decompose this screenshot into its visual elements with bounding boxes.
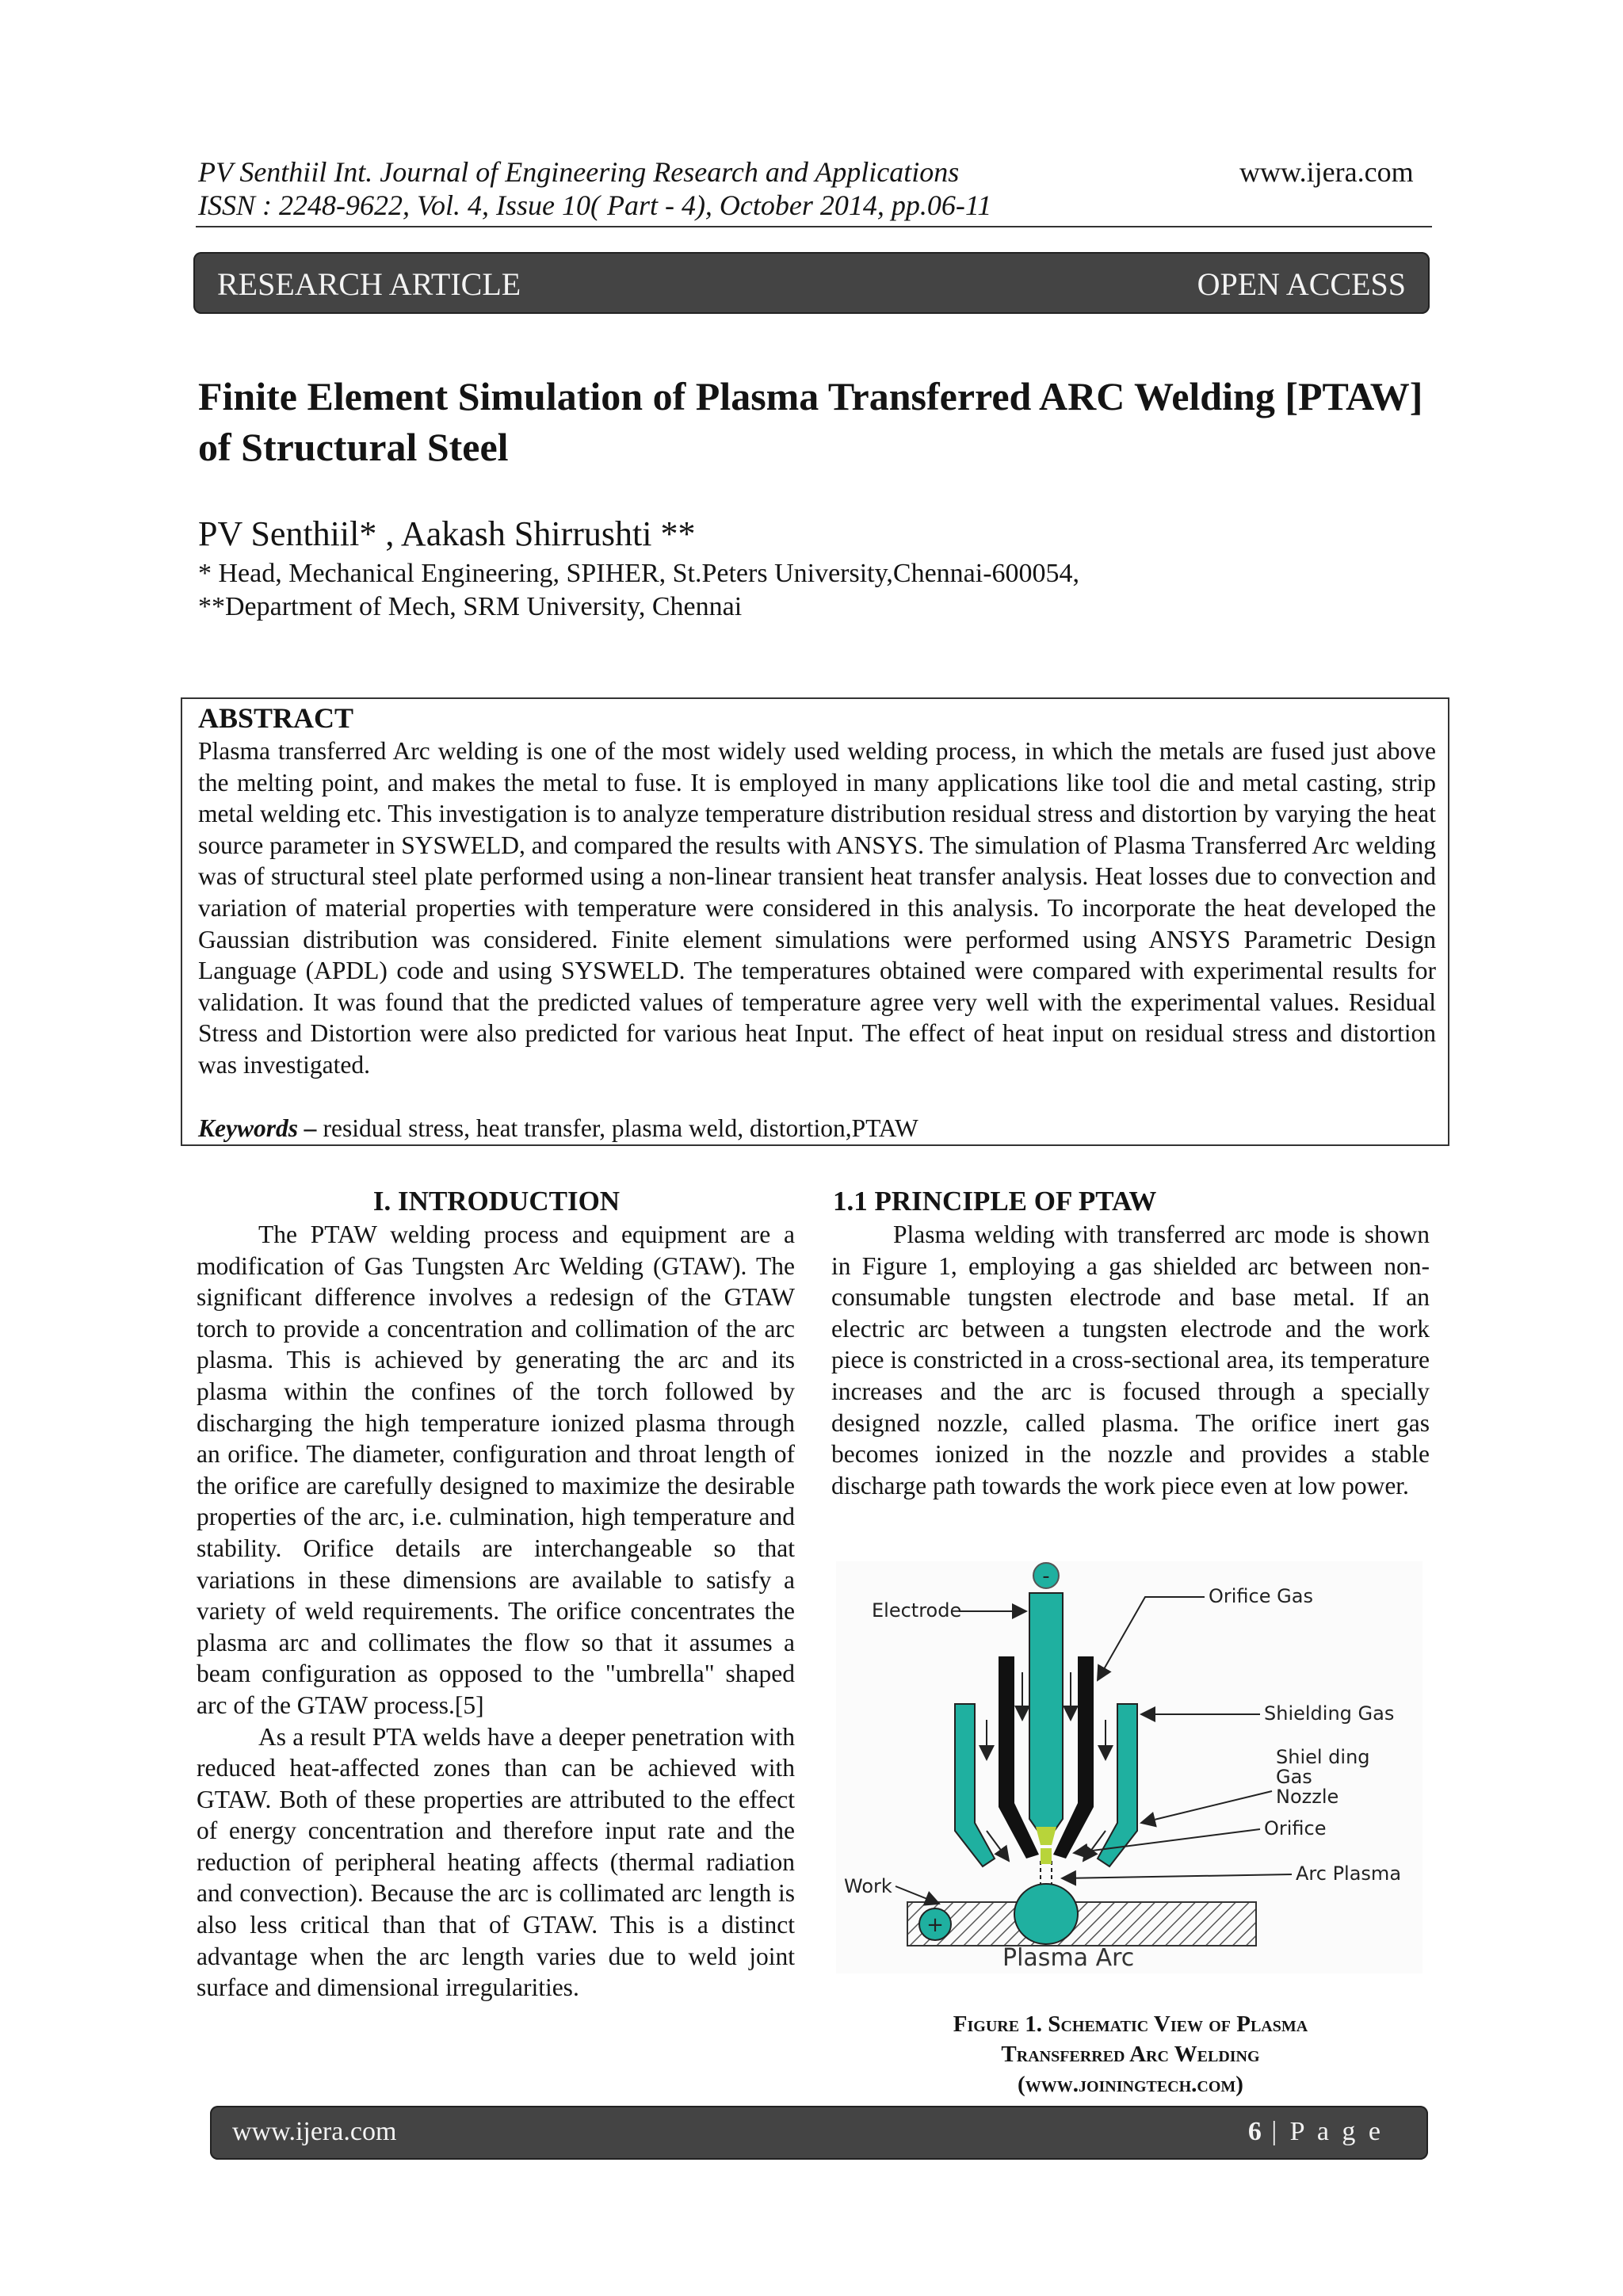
page-footer: [210, 2106, 1428, 2160]
keywords-line: [198, 1114, 918, 1143]
article-type-banner: [193, 252, 1430, 314]
plus-sign: +: [926, 1913, 944, 1937]
figure-caption-line: Transferred Arc Welding: [1001, 2042, 1260, 2067]
keywords-list: residual stress, heat transfer, plasma weld, distortion,PTAW: [316, 1114, 918, 1142]
introduction-body: [197, 1219, 795, 2004]
orifice-label: Orifice: [1264, 1817, 1327, 1839]
principle-body: [831, 1219, 1430, 1501]
nozzle-label-line1: Shiel ding: [1276, 1746, 1370, 1768]
orifice-plasma: [1041, 1848, 1052, 1864]
research-article-label: RESEARCH ARTICLE: [217, 266, 521, 302]
open-access-label: OPEN ACCESS: [1197, 266, 1406, 302]
intro-paragraph: As a result PTA welds have a deeper penetration with reduced heat-affected zones than can be achieved with GTAW. Both of these properties are attributed to the effect of energy concentration and therefore input rate and the reduction of peripheral heating affects (thermal radiation and convection). Because the arc is collimated arc length is also less critical than that of GTAW. This is a distinct advantage when the arc length varies due to weld joint surface and dimensional irregularities.: [197, 1722, 795, 2002]
nozzle-label-line2: Gas: [1276, 1766, 1312, 1788]
paper-title: Finite Element Simulation of Plasma Transferred ARC Welding [PTAW] of Structural Steel: [198, 374, 1423, 469]
figure-caption-line: (www.joiningtech.com): [1018, 2072, 1243, 2097]
header-rule: [196, 226, 1432, 227]
introduction-heading: I. INTRODUCTION: [372, 1186, 621, 1217]
figure-caption-line: Figure 1. Schematic View of Plasma: [953, 2011, 1308, 2037]
page-number-value: 6: [1247, 2117, 1262, 2146]
figure-caption: [831, 2009, 1430, 2099]
orifice-gas-label: Orifice Gas: [1209, 1585, 1313, 1607]
work-piece: [907, 1902, 1256, 1946]
ptaw-schematic-figure: [836, 1561, 1423, 1973]
nozzle-label-line3: Nozzle: [1276, 1786, 1339, 1808]
principle-heading: 1.1 PRINCIPLE OF PTAW: [833, 1186, 1157, 1217]
shielding-gas-label: Shielding Gas: [1264, 1702, 1395, 1725]
plasma-arc-label: Plasma Arc: [1002, 1944, 1135, 1972]
running-header-journal: PV Senthiil Int. Journal of Engineering Research and Applications: [198, 156, 960, 188]
keywords-label: Keywords –: [198, 1114, 317, 1142]
intro-paragraph: The PTAW welding process and equipment are a modification of Gas Tungsten Arc Welding (GTAW). The significant difference involves a redesign of the GTAW torch to provide a concentration and collimation of the arc plasma. This is achieved by generating the arc and its plasma within the confines of the torch followed by discharging the high temperature ionized plasma through an orifice. The diameter, configuration and throat length of the orifice are carefully designed to maximize the desirable properties of the arc, i.e. culmination, high temperature and stability. Orifice details are interchangeable so that variations in these dimensions are available to satisfy a variety of weld requirements. The orifice concentrates the plasma arc and collimates the flow so that it assumes a beam configuration as opposed to the "umbrella" shaped arc of the GTAW process.[5]: [197, 1221, 795, 1719]
author-list: PV Senthiil* , Aakash Shirrushti **: [198, 514, 696, 553]
principle-paragraph: Plasma welding with transferred arc mode is shown in Figure 1, employing a gas shielded arc between non-consumable tungsten electrode and base metal. If an electric arc between a tungsten electrode and the work piece is constricted in a cross-sectional area, its temperature increases and the arc is focused through a specially designed nozzle, called plasma. The orifice inert gas becomes ionized in the nozzle and provides a stable discharge path towards the work piece even at low power.: [831, 1221, 1430, 1499]
electrode-label: Electrode: [872, 1599, 962, 1622]
page-label: | P a g e: [1261, 2117, 1384, 2146]
work-label: Work: [844, 1875, 892, 1897]
affiliation-1: * Head, Mechanical Engineering, SPIHER, St.Peters University,Chennai-600054,: [198, 559, 1080, 588]
running-header-issn: ISSN : 2248-9622, Vol. 4, Issue 10( Part - 4), October 2014, pp.06-11: [198, 189, 992, 221]
abstract-text: Plasma transferred Arc welding is one of the most widely used welding process, in which the metals are fused just above the melting point, and makes the metal to fuse. It is employed in many applications like tool die and metal casting, strip metal welding etc. This investigation is to analyze temperature distribution residual stress and distortion by varying the heat source parameter in SYSWELD, and compared the results with ANSYS. The simulation of Plasma Transferred Arc welding was of structural steel plate performed using a non-linear transient heat transfer analysis. Heat losses due to convection and variation of material properties with temperature were considered in this analysis. To incorporate the heat developed the Gaussian distribution was considered. Finite element simulations were performed using ANSYS Parametric Design Language (APDL) code and using SYSWELD. The temperatures obtained were compared with experimental results for validation. It was found that the predicted values of temperature agree very well with the experimental values. Residual Stress and Distortion were also predicted for various heat Input. The effect of heat input on residual stress and distortion was investigated.: [198, 737, 1436, 1079]
arc-plasma-label: Arc Plasma: [1296, 1862, 1402, 1885]
minus-sign: -: [1042, 1564, 1050, 1588]
running-header-website: www.ijera.com: [1239, 156, 1414, 188]
page-number: [1248, 2117, 1384, 2147]
footer-website: www.ijera.com: [232, 2117, 397, 2146]
abstract-heading: ABSTRACT: [198, 702, 354, 734]
tungsten-electrode: [1029, 1593, 1063, 1843]
affiliation-2: **Department of Mech, SRM University, Chennai: [198, 592, 743, 621]
weld-pool: [1014, 1884, 1078, 1944]
